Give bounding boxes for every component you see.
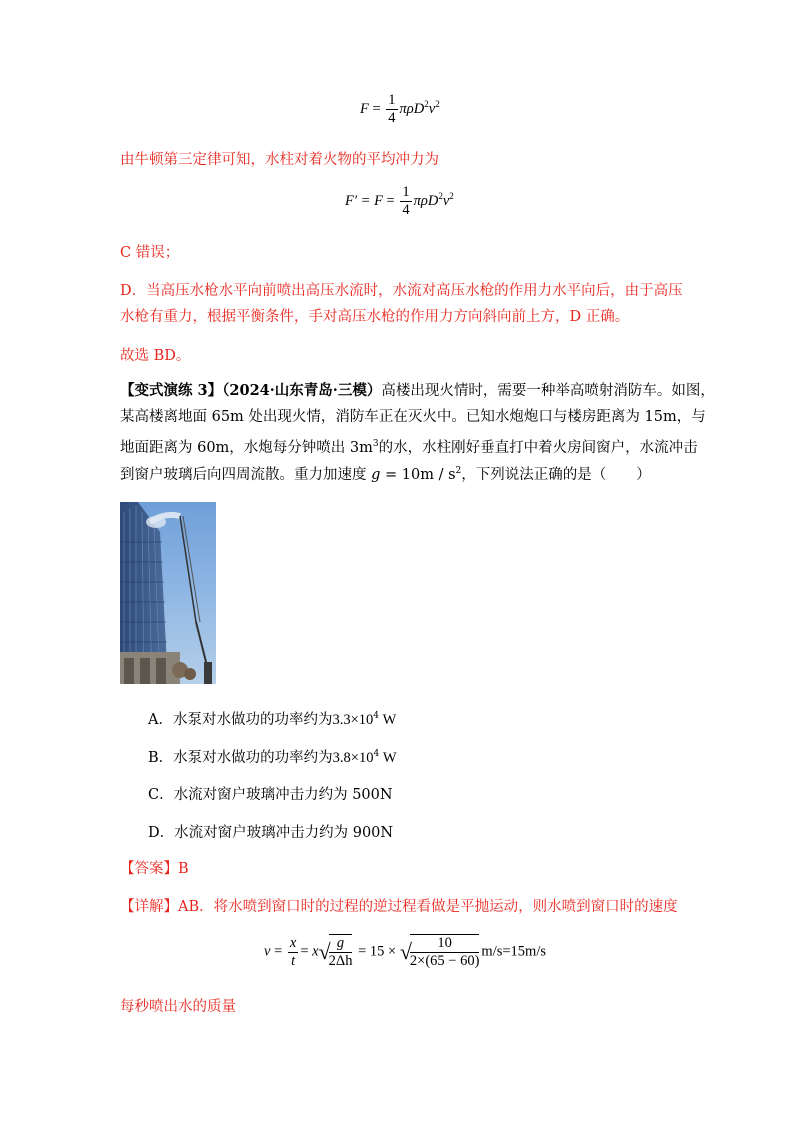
text-c-wrong: C 错误； bbox=[120, 245, 180, 261]
text-newton-third-law: 由牛顿第三定律可知，水柱对着火物的平均冲力为 bbox=[120, 152, 439, 168]
fraction-quarter: $\frac{1}{4}$ bbox=[388, 92, 396, 126]
problem-line-3: 地面距离为 60m，水炮每分钟喷出 $3m^3$的水，水柱刚好垂直打中着火房间窗户，水流冲击 bbox=[120, 439, 698, 456]
option-c: C．水流对窗户玻璃冲击力约为 500N bbox=[148, 787, 393, 803]
fire-truck-photo bbox=[120, 502, 216, 684]
text-d-line1: D．当高压水枪水平向前喷出高压水流时，水流对高压水枪的作用力水平向后，由于高压 bbox=[120, 283, 683, 299]
problem-source: （2024·山东青岛·三模） bbox=[222, 382, 382, 399]
text-mass-per-second: 每秒喷出水的质量 bbox=[120, 999, 236, 1015]
text-choose-bd: 故选 BD。 bbox=[120, 348, 191, 364]
problem-tag: 【变式演练 3】 bbox=[120, 382, 223, 399]
option-a: A．水泵对水做功的功率约为$3.3\times 10^4$ W bbox=[148, 711, 397, 728]
equation-reaction-force: F′ = F = $\frac{1}{4}$ $\pi\rho D^2v^2$ bbox=[345, 184, 454, 218]
fire-truck-scene-icon bbox=[120, 502, 216, 684]
answer: 【答案】B bbox=[120, 861, 189, 877]
equation-velocity: v = $\frac{x}{t}$ = x√ $\frac{g}{2\Delta h}$ = 15 × √ $\frac{10}{2\times(65 - 60)}$ m/s=15m/s bbox=[264, 934, 546, 969]
fraction-quarter-2: $\frac{1}{4}$ bbox=[402, 184, 410, 218]
detail-line: 【详解】AB．将水喷到窗口时的过程的逆过程看做是平抛运动，则水喷到窗口时的速度 bbox=[120, 899, 678, 915]
equation-force: F = $\frac{1}{4}$ $\pi\rho D^2v^2$ bbox=[360, 92, 440, 126]
option-b: B．水泵对水做功的功率约为$3.8\times 10^4$ W bbox=[148, 749, 397, 766]
detail-tag: 【详解】 bbox=[120, 899, 178, 915]
text-d-line2: 水枪有重力，根据平衡条件，手对高压水枪的作用力方向斜向前上方，D 正确。 bbox=[120, 309, 630, 325]
option-d: D．水流对窗户玻璃冲击力约为 900N bbox=[148, 825, 394, 841]
problem-line-4: 到窗户玻璃后向四周流散。重力加速度 $g = 10m / s^2$，下列说法正确的是（ ） bbox=[120, 466, 651, 483]
problem-line-2: 某高楼离地面 65m 处出现火情，消防车正在灭火中。已知水炮炮口与楼房距离为 15m，与 bbox=[120, 409, 706, 425]
problem-line-1: 【变式演练 3】（2024·山东青岛·三模）高楼出现火情时，需要一种举高喷射消防车。如图， bbox=[120, 382, 715, 399]
